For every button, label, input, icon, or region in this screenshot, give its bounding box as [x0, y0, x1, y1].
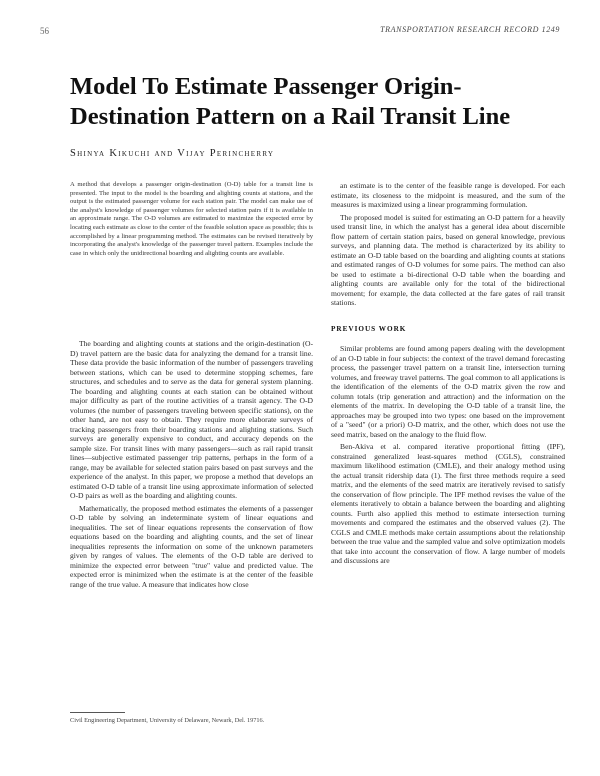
left-column-body: [70, 339, 313, 589]
paper-authors: Shinya Kikuchi and Vijay Perincherry: [70, 148, 275, 159]
body-paragraph: Similar problems are found among papers dealing with the development of an O-D table in four subjects: the context of the travel demand forecasting process, the passenger travel pattern on a transit line, intersection turning volumes, and freeway travel patterns. The goal common to all applications is the identification of the elements of the O-D matrix given the row and column totals (trip generation and attraction) and the information on the elements of the matrix. In developing the O-D table of a transit line, the approaches may be grouped into two types: one based on the improvement of a "seed" (or a priori) O-D matrix, and the other, which does not use the seed matrix, based on the analogy to the fluid flow.: [331, 344, 565, 439]
author-affiliation-footnote: Civil Engineering Department, University of Delaware, Newark, Del. 19716.: [70, 717, 265, 724]
running-head: TRANSPORTATION RESEARCH RECORD 1249: [380, 25, 560, 34]
body-paragraph: The boarding and alighting counts at stations and the origin-destination (O-D) travel pattern are the basic data for analyzing the demand for a transit line. These data provide the basic information of the number of passengers traveling between stations, which can be used to determine stopping schemes, fare structures, and schedules and to serve as the data for general system planning. The boarding and alighting counts at each station can be obtained without major difficulty as part of the routine activities of a transit agency. The O-D volumes (the number of passengers traveling between specific stations), on the other hand, are not easy to obtain. They require more elaborate surveys of tracking passengers from their boarding stations and alighting stations. Such surveys are generally expensive to conduct, and accuracy depends on the sample size. For transit lines with many passengers—such as rail rapid transit lines—subjective estimated passenger trip patterns, perhaps in the form of a range, may be available for selected station pairs based on past surveys and the experience of the analyst. In this paper, we propose a method that develops an estimated O-D table of a transit line using approximate information of selected O-D pairs as well as the boarding and alighting counts.: [70, 339, 313, 500]
body-paragraph: The proposed model is suited for estimating an O-D pattern for a heavily used transit line, in which the analyst has a general idea about discernible flow pattern of certain station pairs, based on general knowledge, previous surveys, and planning data. The method is characterized by its ability to estimate an O-D table based on the boarding and alighting counts at stations and estimated ranges of O-D volumes for some pairs. The method can also be used to estimate a bi-directional O-D table when the boarding and alighting counts are available only for the total of the bidirectional movement; for example, the data collected at the fare gates of rail transit stations.: [331, 212, 565, 307]
section-heading-previous-work: PREVIOUS WORK: [331, 324, 407, 333]
abstract-text: A method that develops a passenger origin-destination (O-D) table for a transit line is presented. The input to the model is the boarding and alighting counts at stations, and the output is the estimated passenger volume for each station pair. The model can make use of the analyst's knowledge of passenger volumes for selected station pairs if it is available in an approximate range. The O-D volumes are estimated to maximize the expected error by locating each estimate as close to the center of the feasible solution space as possible; this is accomplished by a linear programming method. The estimates can be revised iteratively by incorporating the analyst's knowledge of the passenger travel pattern. Examples include the case in which only the unidirectional boarding and alighting counts are available.: [70, 181, 313, 257]
paper-title: Model To Estimate Passenger Origin-Destination Pattern on a Rail Transit Line: [70, 73, 511, 130]
body-paragraph: an estimate is to the center of the feasible range is developed. For each estimate, its closeness to the midpoint is measured, and the sum of the measures is maximized using a linear programming formulation.: [331, 181, 565, 209]
footnote-rule: [70, 712, 125, 713]
right-column: [331, 181, 565, 566]
body-paragraph: Mathematically, the proposed method estimates the elements of a passenger O-D table by solving an indeterminate system of linear equations and inequalities. The set of linear equations represents the conservation of flow equations based on the boarding and alighting counts, and the set of linear inequalities represents the information on some of the unknown parameters given by ranges of values. The elements of the O-D table are derived to minimize the expected error between "true" value and predicted value. The expected error is minimized when the estimate is at the center of the feasible range of the true value. A measure that indicates how close: [70, 503, 313, 589]
abstract: [70, 181, 313, 258]
page-number: 56: [40, 26, 49, 36]
body-paragraph: Ben-Akiva et al. compared iterative proportional fitting (IPF), constrained generalized least-squares method (CGLS), constrained maximum likelihood estimation (CMLE), and their analogy method using the actual transit ridership data (1). The first three methods require a seed matrix, and the elements of the seed matrix are iteratively revised to satisfy the conservation of flow principle. The IPF method revises the value of the elements iteratively to obtain a balance between the boarding and alighting counts. Furth also applied this method to estimate intersection turning movements and compared the estimates and the observed values (2). The CGLS and CMLE methods make certain assumptions about the relationship between the true value and the sampled value and solve optimization models that take into account the conservation of flow. A large number of models and discussions are: [331, 442, 565, 565]
